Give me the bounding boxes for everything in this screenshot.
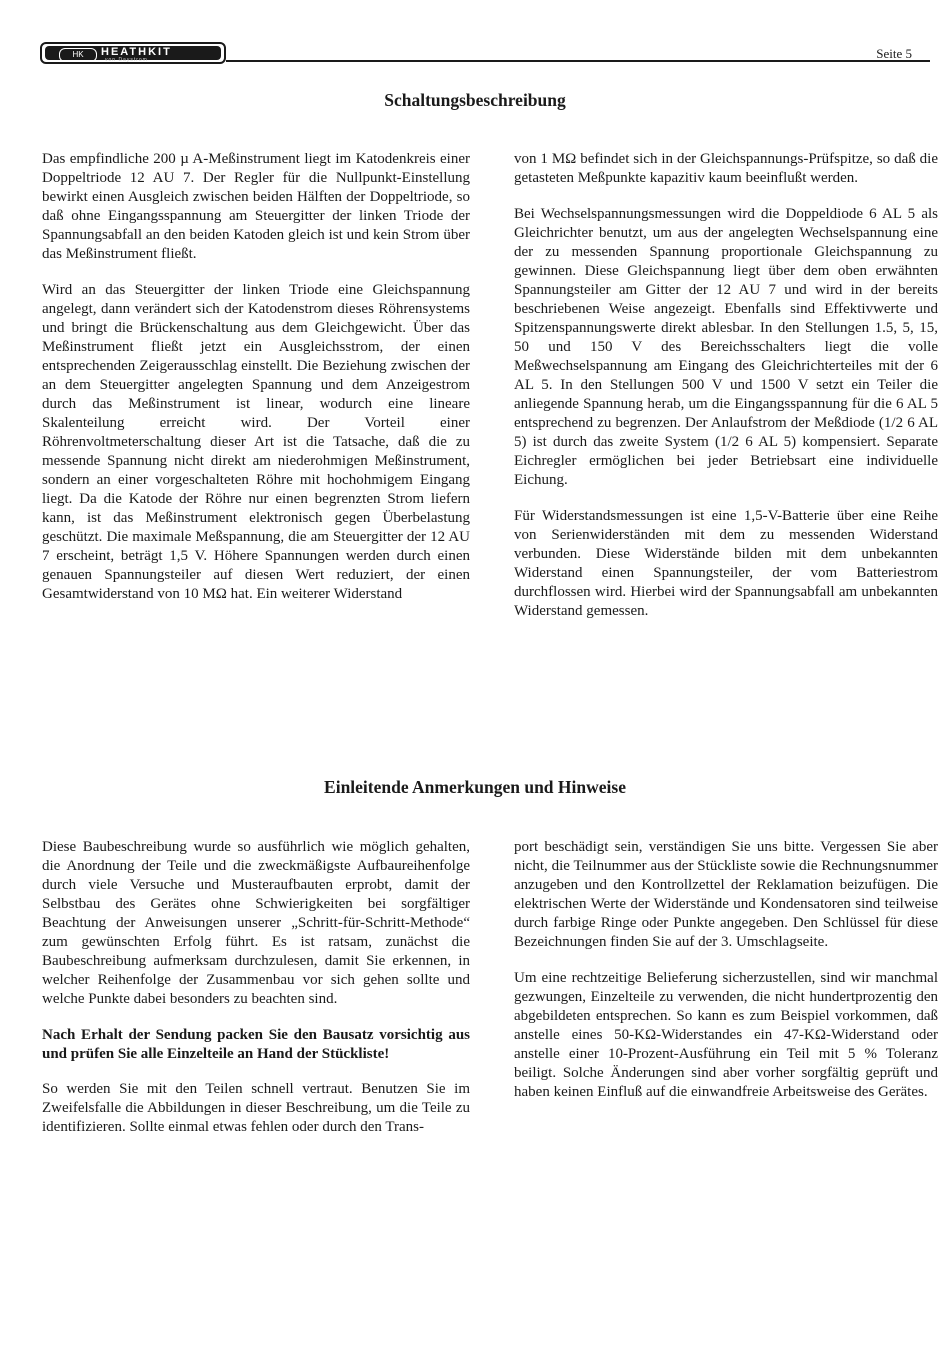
bold-instruction: Nach Erhalt der Sendung packen Sie den Bausatz vorsichtig aus und prüfen Sie alle Einzelteile an Hand der Stückliste! (42, 1027, 470, 1062)
paragraph: Für Widerstandsmessungen ist eine 1,5-V-Batterie über eine Reihe von Serienwiderständen mit dem zu messenden Widerstand verbunden. Diese Widerstände bilden mit dem unbekannten Widerstand einen Spannungsteiler, der vom Batteriestrom durchflossen wird. Hierbei wird der Spannungsabfall am unbekannten Widerstand gemessen. (514, 508, 938, 619)
section-title-notes: Einleitende Anmerkungen und Hinweise (324, 777, 626, 797)
paragraph: von 1 MΩ befindet sich in der Gleichspannungs-Prüfspitze, so daß die getasteten Meßpunkte kapazitiv kaum beeinflußt werden. (514, 151, 938, 186)
paragraph: Diese Baubeschreibung wurde so ausführlich wie möglich gehalten, die Anordnung der Teile und die zweckmäßigste Aufbaureihenfolge durch viele Versuche und Musteraufbauten erprobt, damit der Selbstbau des Gerätes ohne Schwierigkeiten bei sorgfältiger Beachtung der Anweisungen unserer „Schritt-für-Schritt-Methode“ zum gewünschten Erfolg führt. Es ist ratsam, zunächst die Baubeschreibung aufmerksam durchzulesen, damit Sie erkennen, in welcher Reihenfolge der Zusammenbau vor sich gehen sollte und welche Punkte dabei besonders zu beachten sind. (42, 839, 470, 1007)
paragraph: Das empfindliche 200 µ A-Meßinstrument liegt im Katodenkreis einer Doppeltriode 12 AU 7. Der Regler für die Nullpunkt-Einstellung bewirkt einen Ausgleich zwischen beiden Hälften der Doppeltriode, so daß ohne Eingangsspannung am Steuergitter der linken Triode der Spannungsabfall an den beiden Katoden gleich ist und kein Strom über das Meßinstrument fließt. (42, 151, 470, 262)
page-number: Seite 5 (876, 46, 912, 61)
paragraph: Bei Wechselspannungsmessungen wird die Doppeldiode 6 AL 5 als Gleichrichter benutzt, um aus der angelegten Wechselspannung eine der zu messenden Spannung proportionale Gleichspannung zu gewinnen. Diese Gleichspannung liegt über dem oben erwähnten Spannungsteiler am Gitter der 12 AU 7 und wird in der bereits beschriebenen Weise angezeigt. Ebenfalls sind Effektivwerte und Spitzenspannungswerte direkt ablesbar. In den Stellungen 1.5, 5, 15, 50 und 150 V des Bereichsschalters liegt die volle Meßwechselspannung am Eingang des Gleichrichterteiles mit der 6 AL 5. In den Stellungen 500 V und 1500 V setzt ein Teiler die anliegende Spannung herab, um die Eingangsspannung für die 6 AL 5 entsprechend zu begrenzen. Der Anlaufstrom der Meßdiode (1/2 6 AL 5) ist durch das zweite System (1/2 6 AL 5) kompensiert. Separate Eichregler ermöglichen bei jeder Betriebsart eine individuelle Eichung. (514, 206, 938, 488)
notes-right-column (514, 838, 938, 1102)
notes-left-column (42, 838, 470, 1137)
circuit-right-column (514, 150, 938, 621)
paragraph: port beschädigt sein, verständigen Sie uns bitte. Vergessen Sie aber nicht, die Teilnummer aus der Stückliste sowie die Rechnungsnummer anzugeben und den Kontrollzettel der Reklamation beizufügen. Die elektrischen Werte der Widerstände und Kondensatoren sind teilweise durch farbige Ringe oder Punkte angegeben. Den Schlüssel für diese Bezeichnungen finden Sie auf der 3. Umschlagseite. (514, 839, 938, 950)
paragraph: So werden Sie mit den Teilen schnell vertraut. Benutzen Sie im Zweifelsfalle die Abbildungen in dieser Beschreibung, um die Teile zu identifizieren. Sollte einmal etwas fehlen oder durch den Trans- (42, 1081, 470, 1135)
logo-emblem-icon: HK (59, 48, 97, 62)
paragraph: Wird an das Steuergitter der linken Triode eine Gleichspannung angelegt, dann verändert sich der Katodenstrom dieses Röhrensystems und bringt die Brückenschaltung aus dem Gleichgewicht. Über das Meßinstrument fließt jetzt ein Ausgleichsstrom, der einen entsprechenden Zeigerausschlag einstellt. Die Beziehung zwischen der an dem Steuergitter angelegten Spannung und dem Anzeigestrom durch das Meßinstrument ist linear, wodurch eine lineare Skalenteilung erreicht wird. Der Vorteil einer Röhrenvoltmeterschaltung dieser Art ist die Tatsache, daß die zu messende Spannung nicht direkt am niederohmigen Meßinstrument, sondern an einer vorgeschalteten Röhre mit hochohmigem Eingang liegt. Da die Katode der Röhre nur einen begrenzten Strom liefern kann, ist das Meßinstrument elektronisch gegen Überbelastung geschützt. Die maximale Meßspannung, die am Steuergitter der 12 AU 7 erscheint, beträgt 1,5 V. Höhere Spannungen werden durch einen genauen Spannungsteiler auf diesen Wert reduziert, der einen Gesamtwiderstand von 10 MΩ hat. Ein weiterer Widerstand (42, 282, 470, 602)
section-title-circuit: Schaltungsbeschreibung (384, 90, 566, 110)
paragraph: Um eine rechtzeitige Belieferung sicherzustellen, sind wir manchmal gezwungen, Einzelteile zu verwenden, die nicht hundertprozentig den abgebildeten entsprechen. So kann es zum Beispiel vorkommen, daß anstelle eines 50-KΩ-Widerstandes ein 47-KΩ-Widerstand oder anstelle einer 10-Prozent-Ausführung ein Teil mit 5 % Toleranz beiligt. Solche Änderungen sind aber vorher sorgfältig geprüft und haben keinen Einfluß auf die einwandfreie Arbeitsweise des Gerätes. (514, 970, 938, 1100)
heathkit-logo (40, 42, 226, 64)
logo-badge (45, 46, 221, 63)
logo-subtext: von Daystrom (105, 57, 148, 63)
page-header (40, 38, 930, 68)
logo-text: HEATHKIT (101, 46, 172, 58)
header-rule (226, 60, 930, 62)
circuit-left-column (42, 150, 470, 604)
